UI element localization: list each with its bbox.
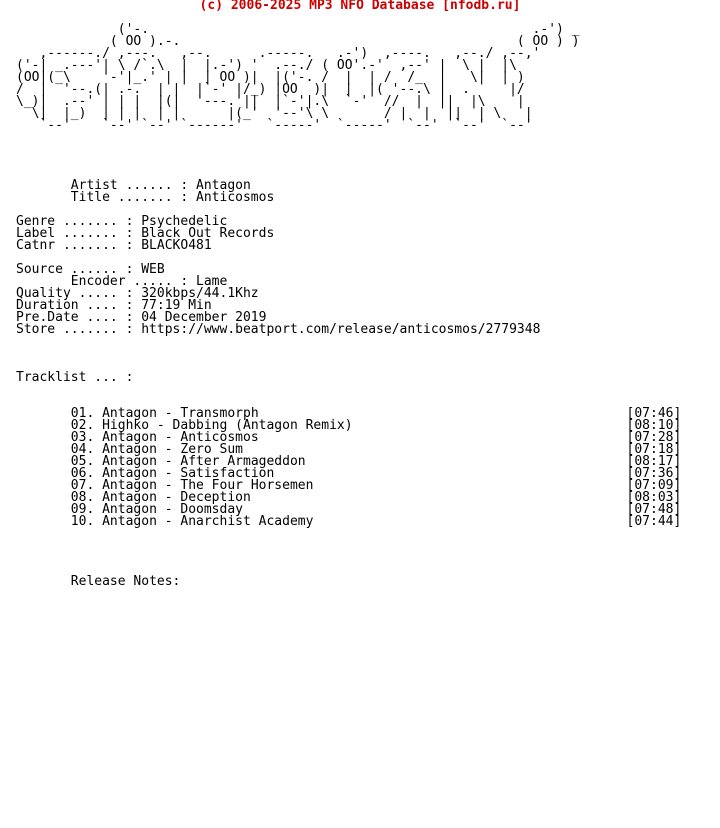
track-title: Antagon - Doomsday — [102, 502, 243, 517]
track-title: Antagon - The Four Horsemen — [102, 478, 314, 493]
source-label: Source ...... : — [16, 262, 142, 277]
track-time: [07:09] — [626, 478, 682, 493]
catnr-value: BLACKO481 — [141, 238, 212, 253]
track-number: 05. — [70, 454, 95, 469]
artist-label: Artist ...... : — [16, 178, 197, 193]
track-title: Antagon - After Armageddon — [102, 454, 306, 469]
duration-value: 77:19 Min — [141, 298, 212, 313]
genre-value: Psychedelic — [141, 214, 228, 229]
track-number: 04. — [70, 442, 95, 457]
title-label: Title ....... : — [16, 190, 197, 205]
track-number: 09. — [70, 502, 95, 517]
release-notes-heading: Release Notes: — [70, 574, 181, 589]
ascii-art-logo — [16, 24, 580, 132]
nfodb-header: (c) 2006-2025 MP3 NFO Database [nfodb.ru] — [199, 0, 521, 13]
track-time: [07:44] — [626, 514, 682, 529]
source-value: WEB — [141, 262, 165, 277]
track-title: Antagon - Transmorph — [102, 406, 259, 421]
quality-label: Quality ..... : — [16, 286, 142, 301]
release-notes-label — [16, 574, 71, 589]
catnr-label: Catnr ....... : — [16, 238, 142, 253]
track-number: 06. — [70, 466, 95, 481]
predate-label: Pre.Date .... : — [16, 310, 142, 325]
track-time: [07:46] — [626, 406, 682, 421]
track-title: Antagon - Satisfaction — [102, 466, 275, 481]
track-time: [08:03] — [626, 490, 682, 505]
tracklist-label: Tracklist ... : — [16, 370, 134, 385]
track-time: [08:10] — [626, 418, 682, 433]
ascii-art-line: \| |_) | | | | | |(_' '--'\ \ / | | || | \ | — [31, 106, 533, 121]
track-title: Antagon - Deception — [102, 490, 251, 505]
label-value: Black Out Records — [141, 226, 275, 241]
title-value: Anticosmos — [196, 190, 275, 205]
track-time: [07:18] — [626, 442, 682, 457]
predate-value: 04 December 2019 — [141, 310, 267, 325]
track-title: Antagon - Zero Sum — [102, 442, 243, 457]
track-number: 01. — [70, 406, 95, 421]
label-label: Label ....... : — [16, 226, 142, 241]
ascii-art-line: ( OO ).-. ( OO ) ) — [109, 34, 580, 49]
ascii-art-line: \_)| .--' | | | |(| '---.'|| |`-'|.\ `-' // | || |\ | — [16, 94, 525, 109]
genre-label: Genre ....... : — [16, 214, 142, 229]
nfo-body — [16, 168, 681, 588]
encoder-value: Lame — [196, 274, 228, 289]
ascii-art-line: `--' `--' `--' `------' `-----' `-----' `--' `--' `--' — [39, 118, 533, 133]
track-time: [07:36] — [626, 466, 682, 481]
store-label: Store ....... : — [16, 322, 142, 337]
track-title: Antagon - Anticosmos — [102, 430, 259, 445]
ascii-art-line: ('-. .-') _ — [117, 22, 580, 37]
quality-value: 320kbps/44.1Khz — [141, 286, 259, 301]
ascii-art-line: / | '--.(| .-. | | |`-' |/_) |OO )| | |( '--.\ | . |/ — [16, 82, 525, 97]
tracklist — [16, 406, 681, 529]
artist-value: Antagon — [196, 178, 251, 193]
track-time: [08:17] — [626, 454, 682, 469]
track-number: 07. — [70, 478, 95, 493]
track-number: 02. — [70, 418, 95, 433]
encoder-label: Encoder ..... : — [16, 274, 197, 289]
ascii-art-line: (OO|(_\ '-'|_.' | | | OO )| |('-. / | | / /_ | \| | ) — [16, 70, 525, 85]
track-title: Highko - Dabbing (Antagon Remix) — [102, 418, 353, 433]
track-time: [07:48] — [626, 502, 682, 517]
track-number: 10. — [70, 514, 95, 529]
track-title: Antagon - Anarchist Academy — [102, 514, 314, 529]
store-link[interactable]: https://www.beatport.com/release/anticosmos/2779348 — [141, 322, 541, 337]
ascii-art-line: ('-| _.---'| \ /`.\ | |.-') ' .--./ ( OO'.-' ,--' | \ | |\ — [16, 58, 517, 73]
track-row — [16, 514, 681, 529]
track-time: [07:28] — [626, 430, 682, 445]
track-number: 03. — [70, 430, 95, 445]
duration-label: Duration .... : — [16, 298, 142, 313]
ascii-art-line: ,------./ ,---. ,--. .-----. .-') ,----. ,--./ ,--,' — [39, 46, 541, 61]
track-number: 08. — [70, 490, 95, 505]
